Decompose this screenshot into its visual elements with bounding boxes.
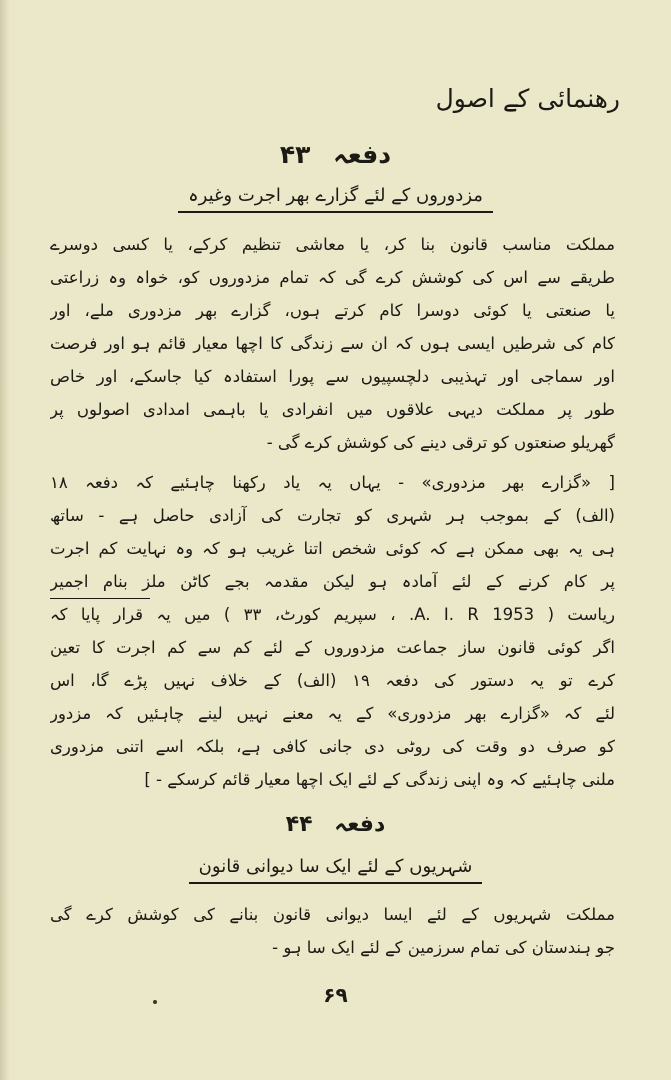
commentary-line: پر کام کرنے کے لئے آمادہ ہو لیکن مقدمہ بجے کاٹن ملز بنام اجمیر [50,572,615,591]
paragraph-line: اور سماجی اور تہذیبی دلچسپیوں سے پورا استفادہ کیا جاسکے، اور خاص [50,367,615,386]
section-43-number: ۴۳ [279,140,311,169]
commentary-line: کرے تو یہ دستور کی دفعہ ۱۹ (الف) کے خلاف نہیں پڑے گا، اس [50,671,615,690]
section-43-label: دفعہ [333,140,392,169]
paragraph-line: طور پر مملکت دیہی علاقوں میں انفرادی یا باہمی امدادی اصولوں پر [50,400,615,419]
paragraph-line: طریقے سے اس کی کوشش کرے گی کہ تمام مزدوروں کو، خواہ وہ زراعتی [50,268,615,287]
section-44-subheading-wrap [0,856,671,884]
section-44-paragraph [50,898,615,964]
paragraph-line: مملکت مناسب قانون بنا کر، یا معاشی تنظیم کرکے، یا کسی دوسرے [50,235,615,254]
section-43-subheading-wrap [0,185,671,213]
paragraph-line: گھریلو صنعتوں کو ترقی دینے کی کوشش کرے گی - [266,433,615,452]
commentary-line: ریاست ( 1953 A. I. R. ، سپریم کورٹ، ۳۳ ) میں یہ قرار پایا کہ [50,605,615,624]
section-43-title [0,140,671,169]
paragraph-line: کام کی شرطیں ایسی ہوں کہ ان سے زندگی کا اچھا معیار قائم ہو اور فرصت [50,334,615,353]
commentary-line: ملنی چاہئیے کہ وہ اپنی زندگی کے لئے ایک اچھا معیار قائم کرسکے - ] [144,770,615,789]
section-44-subheading: شہریوں کے لئے ایک سا دیوانی قانون [189,856,483,884]
section-44-number: ۴۴ [285,812,313,837]
commentary-line: ہی یہ بھی ممکن ہے کہ کوئی شخص اتنا غریب ہو کہ وہ نہایت کم اجرت [50,539,615,558]
running-head: رھنمائی کے اصول [435,84,620,113]
underline-mark [50,598,150,599]
section-43-commentary [50,466,615,796]
section-44-label: دفعہ [334,812,386,837]
page-number: ۶۹ [323,983,348,1007]
section-43-subheading: مزدوروں کے لئے گزارے بھر اجرت وغیرہ [178,185,493,213]
paragraph-line: جو ہندستان کی تمام سرزمین کے لئے ایک سا ہو - [272,938,615,957]
commentary-line: اگر کوئی قانون ساز جماعت مزدوروں کے لئے کم سے کم اجرت کا تعین [50,638,615,657]
paragraph-line: یا صنعتی یا کوئی دوسرا کام کرتے ہوں، گزارے بھر مزدوری ملے، اور [50,301,615,320]
commentary-line: کو صرف دو وقت کی روٹی دی جانی کافی ہے، بلکہ اسے اتنی مزدوری [50,737,615,756]
commentary-line: لئے کہ «گزارے بھر مزدوری» کے یہ معنے نہیں لینے چاہئیں کہ مزدور [50,704,615,723]
section-43-paragraph [50,228,615,459]
commentary-line: [ «گزارے بھر مزدوری» - یہاں یہ یاد رکھنا چاہئیے کہ دفعہ ۱۸ [50,473,615,492]
commentary-line: (الف) کے بموجب ہر شہری کو تجارت کی آزادی حاصل ہے - ساتھ [50,506,615,525]
paragraph-line: مملکت شہریوں کے لئے ایسا دیوانی قانون بنانے کی کوشش کرے گی [50,905,615,924]
section-44-title [0,812,671,837]
